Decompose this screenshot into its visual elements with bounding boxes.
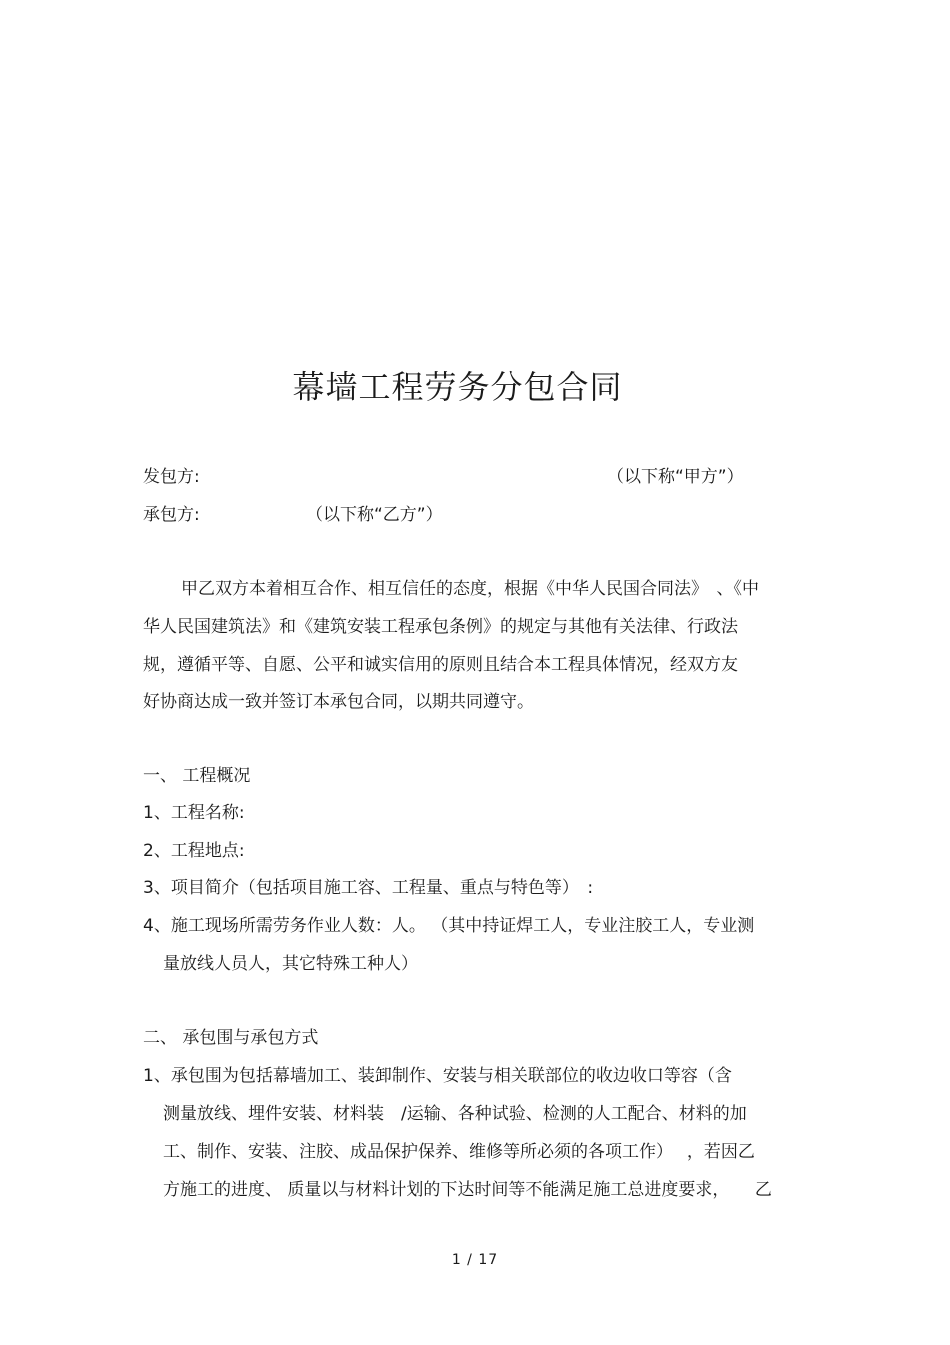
document-title: 幕墙工程劳务分包合同 xyxy=(292,368,623,406)
preamble-line: 好协商达成一致并签订本承包合同，以期共同遵守。 xyxy=(143,692,534,712)
list-item: 3、项目简介（包括项目施工容、工程量、重点与特色等） : xyxy=(143,878,594,898)
list-item-continuation: 测量放线、埋件安装、材料装 /运输、各种试验、检测的人工配合、材料的加 xyxy=(163,1104,747,1124)
party-a-alias: （以下称“甲方”） xyxy=(607,467,744,487)
party-b-alias: （以下称“乙方”） xyxy=(306,505,443,525)
preamble-line: 甲乙双方本着相互合作、相互信任的态度，根据《中华人民国合同法》 、《中 xyxy=(181,579,759,599)
page-number: 1 / 17 xyxy=(451,1252,499,1268)
preamble-line: 华人民国建筑法》和《建筑安装工程承包条例》的规定与其他有关法律、行政法 xyxy=(143,617,738,637)
list-item: 1、工程名称: xyxy=(143,803,245,823)
list-item: 2、工程地点: xyxy=(143,841,245,861)
list-item: 4、施工现场所需劳务作业人数：人。 （其中持证焊工人，专业注胶工人，专业测 xyxy=(143,916,755,936)
section-heading: 二、 承包围与承包方式 xyxy=(143,1028,319,1048)
list-item-continuation: 工、制作、安装、注胶、成品保护保养、维修等所必须的各项工作） ，若因乙 xyxy=(163,1142,755,1162)
section-heading: 一、 工程概况 xyxy=(143,766,251,786)
party-a-label: 发包方: xyxy=(143,467,200,487)
party-b-label: 承包方: xyxy=(143,505,200,525)
list-item-continuation: 方施工的进度、 质量以与材料计划的下达时间等不能满足施工总进度要求， 乙 xyxy=(163,1180,772,1200)
preamble-line: 规，遵循平等、自愿、公平和诚实信用的原则且结合本工程具体情况，经双方友 xyxy=(143,655,738,675)
list-item-continuation: 量放线人员人，其它特殊工种人） xyxy=(163,954,418,974)
list-item: 1、承包围为包括幕墙加工、装卸制作、安装与相关联部位的收边收口等容（含 xyxy=(143,1066,732,1086)
